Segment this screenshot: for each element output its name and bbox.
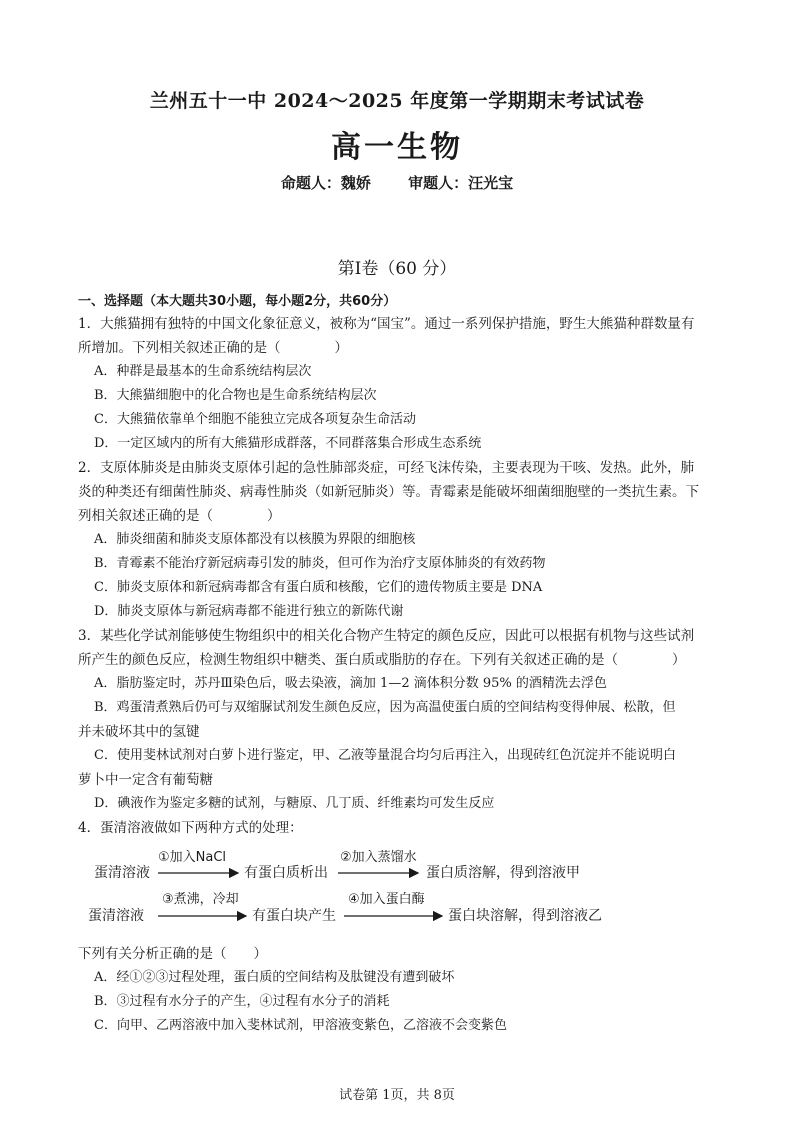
row2-start: 蛋清溶液 [88, 908, 144, 924]
question-1-stem-line-2: 所增加。下列相关叙述正确的是（ ） [78, 340, 348, 356]
row2-step4: ④加入蛋白酶 [348, 892, 425, 907]
question-1-option-a: A．种群是最基本的生命系统结构层次 [94, 364, 312, 379]
section-title: 一、选择题（本大题共30小题，每小题2分，共60分） [78, 294, 397, 309]
question-1-option-d: D．一定区域内的所有大熊猫形成群落，不同群落集合形成生态系统 [94, 436, 482, 451]
row2-end: 蛋白块溶解，得到溶液乙 [448, 908, 602, 924]
exam-title: 兰州五十一中 2024～2025 年度第一学期期末考试试卷 [149, 90, 645, 112]
question-2-option-d: D．肺炎支原体与新冠病毒都不能进行独立的新陈代谢 [94, 604, 404, 619]
row2-step3: ③煮沸，冷却 [162, 892, 239, 907]
row1-start: 蛋清溶液 [94, 865, 150, 881]
page-footer: 试卷第 1页，共 8页 [339, 1088, 455, 1103]
question-2-option-a: A．肺炎细菌和肺炎支原体都没有以核膜为界限的细胞核 [94, 532, 416, 547]
question-3-stem-line-2: 所产生的颜色反应，检测生物组织中糖类、蛋白质或脂肪的存在。下列有关叙述正确的是（ ） [78, 652, 686, 668]
row1-step2: ②加入蒸馏水 [340, 850, 417, 865]
question-3-option-b: B．鸡蛋清煮熟后仍可与双缩脲试剂发生颜色反应，因为高温使蛋白质的空间结构变得伸展、松散，但 [94, 700, 676, 715]
row1-end: 蛋白质溶解，得到溶液甲 [426, 865, 580, 881]
question-4-option-a: A．经①②③过程处理，蛋白质的空间结构及肽键没有遭到破坏 [94, 970, 455, 985]
question-2-stem-line-3: 列相关叙述正确的是（ ） [78, 508, 281, 524]
question-3-stem-line-1: 3．某些化学试剂能够使生物组织中的相关化合物产生特定的颜色反应，因此可以根据有机物与这些试剂 [78, 628, 695, 644]
question-2-option-c: C．肺炎支原体和新冠病毒都含有蛋白质和核酸，它们的遗传物质主要是 DNA [94, 580, 543, 595]
question-3-option-b-cont: 并未破坏其中的氢键 [78, 724, 200, 740]
question-3-option-c-cont: 萝卜中一定含有葡萄糖 [78, 772, 213, 788]
question-2-stem-line-2: 炎的种类还有细菌性肺炎、病毒性肺炎（如新冠肺炎）等。青霉素是能破坏细菌细胞壁的一类抗生素。下 [78, 484, 699, 500]
row1-middle: 有蛋白质析出 [244, 865, 328, 881]
part-title: 第Ⅰ卷（60 分） [337, 259, 457, 279]
question-4-prompt: 下列有关分析正确的是（ ） [78, 946, 267, 962]
question-2-stem-line-1: 2．支原体肺炎是由肺炎支原体引起的急性肺部炎症，可经飞沫传染，主要表现为干咳、发热。此外，肺 [78, 460, 695, 476]
question-1-option-c: C．大熊猫依靠单个细胞不能独立完成各项复杂生命活动 [94, 412, 416, 427]
row1-step1: ①加入NaCl [158, 850, 227, 865]
question-4-option-c: C．向甲、乙两溶液中加入斐林试剂，甲溶液变紫色，乙溶液不会变紫色 [94, 1018, 507, 1033]
question-3-option-c: C．使用斐林试剂对白萝卜进行鉴定，甲、乙液等量混合均匀后再注入，出现砖红色沉淀并不能说明白 [94, 748, 676, 763]
row2-middle: 有蛋白块产生 [252, 908, 336, 924]
question-4-stem: 4．蛋清溶液做如下两种方式的处理： [78, 820, 303, 836]
question-4-option-b: B．③过程有水分子的产生，④过程有水分子的消耗 [94, 994, 390, 1009]
reviewer-name: 审题人：汪光宝 [408, 174, 514, 192]
question-3-option-a: A．脂肪鉴定时，苏丹Ⅲ染色后，吸去染液，滴加 1—2 滴体积分数 95% 的酒精洗去浮色 [94, 676, 607, 691]
question-1-option-b: B．大熊猫细胞中的化合物也是生命系统结构层次 [94, 388, 377, 403]
question-3-option-d: D．碘液作为鉴定多糖的试剂，与糖原、几丁质、纤维素均可发生反应 [94, 796, 495, 811]
process-diagram [86, 846, 646, 930]
subject-title: 高一生物 [331, 130, 463, 165]
author-name: 命题人：魏娇 [280, 174, 371, 192]
authors-line [0, 172, 794, 193]
question-1-stem-line-1: 1．大熊猫拥有独特的中国文化象征意义，被称为“国宝”。通过一系列保护措施，野生大熊猫种群数量有 [78, 316, 695, 332]
question-2-option-b: B．青霉素不能治疗新冠病毒引发的肺炎，但可作为治疗支原体肺炎的有效药物 [94, 556, 546, 571]
